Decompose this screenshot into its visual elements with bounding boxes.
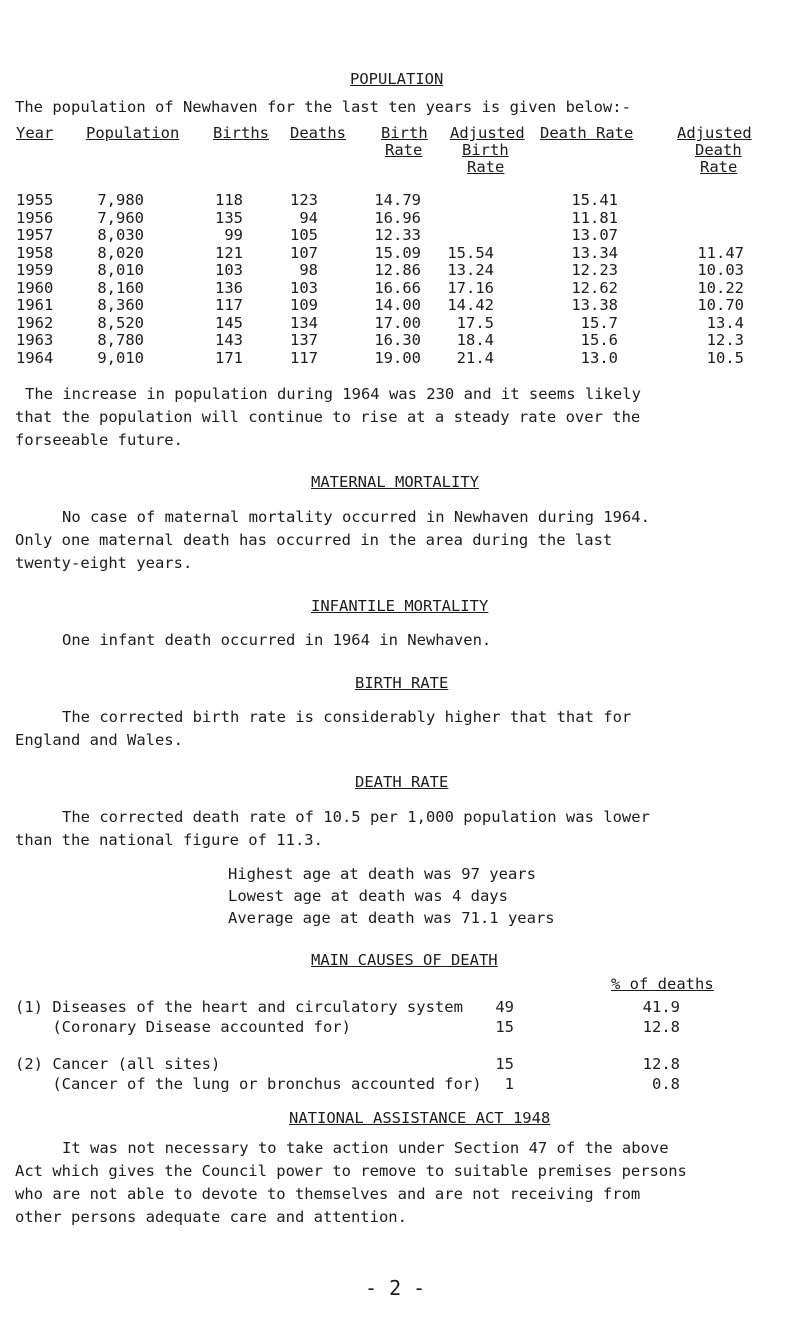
cell-adj-birth: 13.24: [447, 261, 494, 279]
col-header-adjusted-birth-3: Rate: [467, 158, 505, 176]
cell-year: 1961: [16, 296, 54, 314]
national-line-4: other persons adequate care and attention.: [15, 1208, 407, 1226]
cell-population: 8,360: [97, 296, 144, 314]
highest-age: Highest age at death was 97 years: [228, 865, 536, 883]
page-number: - 2 -: [365, 1276, 426, 1300]
cell-year: 1956: [16, 208, 54, 227]
cell-births: 145: [215, 313, 243, 332]
death-rate-line-1: The corrected death rate of 10.5 per 1,000 population was lower: [62, 808, 650, 826]
maternal-line-2: Only one maternal death has occurred in the area during the last: [15, 531, 613, 549]
cell-deaths: 103: [290, 278, 318, 297]
cell-deaths: 117: [290, 348, 318, 367]
cell-adj-death: 12.3: [706, 331, 744, 349]
cell-death-rate: 13.38: [571, 296, 618, 314]
cell-birth-rate: 15.09: [374, 243, 421, 262]
cell-year: 1959: [16, 261, 54, 279]
cell-year: 1957: [16, 226, 54, 244]
cause-percent: 12.8: [642, 1055, 680, 1073]
cell-year: 1962: [16, 313, 54, 332]
death-rate-heading: DEATH RATE: [355, 773, 449, 791]
cell-deaths: 137: [290, 331, 318, 349]
cell-adj-death: 11.47: [697, 243, 744, 262]
cause-percent: 41.9: [642, 998, 680, 1016]
cell-population: 8,160: [97, 278, 144, 297]
cell-year: 1955: [16, 191, 54, 209]
cell-deaths: 134: [290, 313, 318, 332]
cell-year: 1960: [16, 278, 54, 297]
increase-line-2: that the population will continue to rise at a steady rate over the: [15, 408, 641, 426]
cell-deaths: 123: [290, 191, 318, 209]
infantile-line-1: One infant death occurred in 1964 in Newhaven.: [62, 631, 492, 649]
increase-line-3: forseeable future.: [15, 431, 183, 449]
maternal-heading: MATERNAL MORTALITY: [311, 473, 479, 491]
average-age: Average age at death was 71.1 years: [228, 909, 555, 927]
national-heading: NATIONAL ASSISTANCE ACT 1948: [289, 1109, 551, 1127]
cell-birth-rate: 16.30: [374, 331, 421, 349]
col-header-birth-rate: Birth: [381, 124, 428, 142]
death-rate-line-2: than the national figure of 11.3.: [15, 831, 323, 849]
causes-pct-header: % of deaths: [611, 975, 714, 993]
cell-population: 7,960: [97, 208, 144, 227]
birth-rate-line-1: The corrected birth rate is considerably higher that that for: [62, 708, 632, 726]
cell-adj-birth: 14.42: [447, 296, 494, 314]
population-heading: POPULATION: [350, 70, 444, 88]
cell-births: 121: [215, 243, 243, 262]
cell-adj-birth: 18.4: [456, 331, 494, 349]
cell-births: 171: [215, 348, 243, 367]
cell-births: 135: [215, 208, 243, 227]
col-header-deaths: Deaths: [290, 124, 346, 142]
cell-death-rate: 15.41: [571, 191, 618, 209]
cell-births: 117: [215, 296, 243, 314]
col-header-births: Births: [213, 124, 269, 142]
cell-death-rate: 11.81: [571, 208, 618, 227]
cell-adj-death: 13.4: [706, 313, 744, 332]
col-header-population: Population: [86, 124, 180, 142]
cell-population: 8,010: [97, 261, 144, 279]
cause-percent: 0.8: [652, 1075, 680, 1093]
infantile-heading: INFANTILE MORTALITY: [311, 597, 489, 615]
cause-count: 15: [495, 1055, 514, 1073]
maternal-line-1: No case of maternal mortality occurred in Newhaven during 1964.: [62, 508, 650, 526]
cell-death-rate: 13.07: [571, 226, 618, 244]
increase-line-1: The increase in population during 1964 was 230 and it seems likely: [25, 385, 641, 403]
col-header-birth-rate-2: Rate: [385, 141, 423, 159]
cell-adj-birth: 21.4: [456, 348, 494, 367]
col-header-adjusted-death-2: Death: [695, 141, 742, 159]
cell-births: 143: [215, 331, 243, 349]
cell-deaths: 94: [299, 208, 318, 227]
cell-births: 99: [224, 226, 243, 244]
cell-death-rate: 15.7: [580, 313, 618, 332]
cell-population: 8,020: [97, 243, 144, 262]
national-line-1: It was not necessary to take action under Section 47 of the above: [62, 1139, 669, 1157]
cell-birth-rate: 16.96: [374, 208, 421, 227]
cell-adj-death: 10.70: [697, 296, 744, 314]
cell-population: 9,010: [97, 348, 144, 367]
national-line-3: who are not able to devote to themselves and are not receiving from: [15, 1185, 641, 1203]
cell-death-rate: 12.62: [571, 278, 618, 297]
cell-births: 118: [215, 191, 243, 209]
cell-deaths: 109: [290, 296, 318, 314]
cell-deaths: 107: [290, 243, 318, 262]
col-header-death-rate: Death Rate: [540, 124, 634, 142]
cause-percent: 12.8: [642, 1018, 680, 1036]
cause-count: 1: [504, 1075, 514, 1093]
col-header-adjusted-birth: Adjusted: [450, 124, 525, 142]
cell-birth-rate: 14.00: [374, 296, 421, 314]
cell-births: 103: [215, 261, 243, 279]
cell-death-rate: 13.0: [580, 348, 618, 367]
cell-population: 7,980: [97, 191, 144, 209]
national-line-2: Act which gives the Council power to remove to suitable premises persons: [15, 1162, 687, 1180]
col-header-adjusted-death: Adjusted: [677, 124, 752, 142]
cause-label: (1) Diseases of the heart and circulatory system: [15, 998, 463, 1016]
cell-adj-death: 10.22: [697, 278, 744, 297]
cell-population: 8,780: [97, 331, 144, 349]
cell-birth-rate: 12.33: [374, 226, 421, 244]
causes-heading: MAIN CAUSES OF DEATH: [311, 951, 498, 969]
cell-year: 1958: [16, 243, 54, 262]
cause-count: 15: [495, 1018, 514, 1036]
birth-rate-line-2: England and Wales.: [15, 731, 183, 749]
cell-death-rate: 15.6: [580, 331, 618, 349]
cell-adj-birth: 15.54: [447, 243, 494, 262]
cell-deaths: 105: [290, 226, 318, 244]
lowest-age: Lowest age at death was 4 days: [228, 887, 508, 905]
cell-adj-death: 10.03: [697, 261, 744, 279]
cause-label: (2) Cancer (all sites): [15, 1055, 221, 1073]
cell-adj-birth: 17.16: [447, 278, 494, 297]
cell-death-rate: 13.34: [571, 243, 618, 262]
cell-year: 1963: [16, 331, 54, 349]
cell-death-rate: 12.23: [571, 261, 618, 279]
col-header-adjusted-birth-2: Birth: [462, 141, 509, 159]
cause-label: (Coronary Disease accounted for): [15, 1018, 351, 1036]
population-intro: The population of Newhaven for the last ten years is given below:-: [15, 98, 631, 116]
cause-count: 49: [495, 998, 514, 1016]
cell-birth-rate: 16.66: [374, 278, 421, 297]
cell-deaths: 98: [299, 261, 318, 279]
cell-adj-death: 10.5: [706, 348, 744, 367]
cell-year: 1964: [16, 348, 54, 367]
col-header-year: Year: [16, 124, 54, 142]
cell-birth-rate: 14.79: [374, 191, 421, 209]
cell-population: 8,030: [97, 226, 144, 244]
cell-birth-rate: 12.86: [374, 261, 421, 279]
cell-birth-rate: 19.00: [374, 348, 421, 367]
cell-births: 136: [215, 278, 243, 297]
birth-rate-heading: BIRTH RATE: [355, 674, 449, 692]
cause-label: (Cancer of the lung or bronchus accounted for): [15, 1075, 482, 1093]
cell-birth-rate: 17.00: [374, 313, 421, 332]
cell-adj-birth: 17.5: [456, 313, 494, 332]
col-header-adjusted-death-3: Rate: [700, 158, 738, 176]
maternal-line-3: twenty-eight years.: [15, 554, 193, 572]
cell-population: 8,520: [97, 313, 144, 332]
